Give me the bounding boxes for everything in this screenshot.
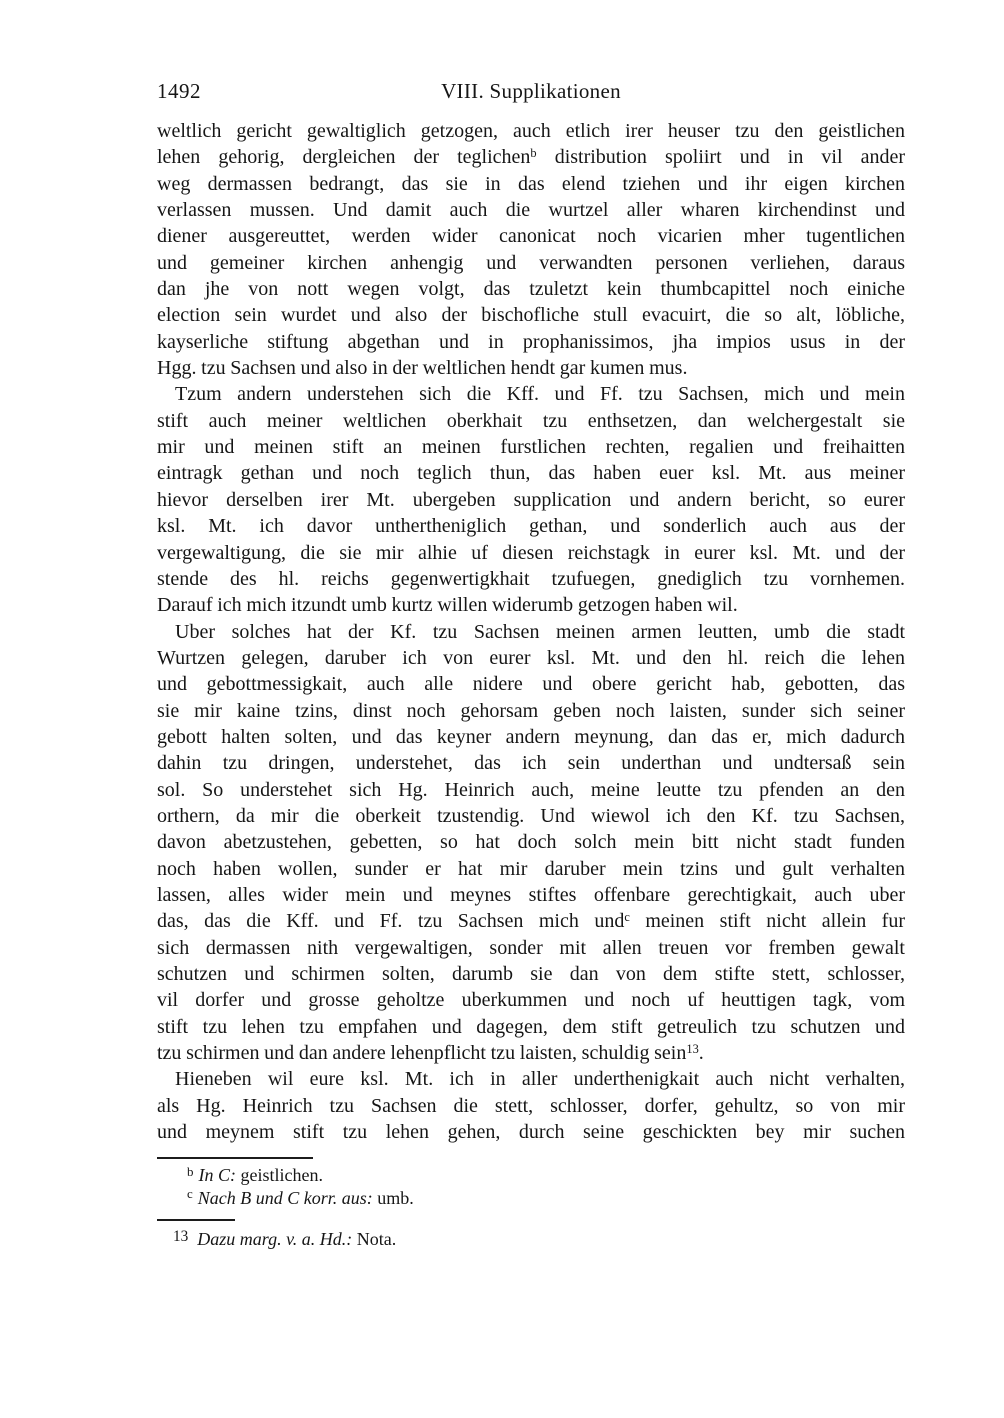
footnote-reference: 13 bbox=[686, 1042, 699, 1057]
body-line bbox=[157, 592, 905, 618]
text-segment: stift tzu lehen tzu empfahen und dagegen, dem stift getreulich tzu schutzen und bbox=[157, 1015, 905, 1038]
body-line bbox=[157, 540, 905, 566]
text-segment: orthern, da mir die oberkeit tzustendig. Und wiewol ich den Kf. tzu Sachsen, bbox=[157, 804, 905, 827]
text-segment: stift auch meiner weltlichen oberkhait tzu enthsetzen, dan welchergestalt sie bbox=[157, 409, 905, 432]
text-segment: Darauf ich mich itzundt umb kurtz willen widerumb getzogen haben wil. bbox=[157, 594, 738, 617]
text-segment: Wurtzen gelegen, daruber ich von eurer ksl. Mt. und den hl. reich die lehen bbox=[157, 646, 905, 669]
body-line bbox=[157, 724, 905, 750]
body-line bbox=[157, 882, 905, 908]
body-line bbox=[157, 750, 905, 776]
body-line bbox=[157, 645, 905, 671]
text-segment: Tzum andern understehen sich die Kff. und Ff. tzu Sachsen, mich und mein bbox=[175, 383, 905, 406]
text-segment: das, das die Kff. und Ff. tzu Sachsen mich und bbox=[157, 910, 625, 933]
text-segment-italic: In C: bbox=[198, 1165, 236, 1185]
text-segment: geistlichen. bbox=[235, 1165, 323, 1185]
body-line bbox=[157, 381, 905, 407]
body-line bbox=[157, 908, 905, 934]
footnote-mark: 13 bbox=[173, 1227, 189, 1245]
text-segment: eintragk gethan und noch teglich thun, das haben euer ksl. Mt. aus meiner bbox=[157, 462, 905, 485]
body-line bbox=[157, 276, 905, 302]
body-line bbox=[157, 513, 905, 539]
body-line bbox=[157, 698, 905, 724]
footnote-mark: c bbox=[187, 1186, 193, 1202]
body-line bbox=[157, 803, 905, 829]
body-line bbox=[157, 829, 905, 855]
text-segment: mir und meinen stift an meinen furstlichen rechten, regalien und freihaitten bbox=[157, 436, 905, 459]
body-line bbox=[157, 487, 905, 513]
body-line bbox=[157, 671, 905, 697]
text-segment: schutzen und schirmen solten, darumb sie dan von dem stifte stett, schlosser, bbox=[157, 963, 905, 985]
running-title: VIII. Supplikationen bbox=[441, 79, 621, 103]
body-line bbox=[157, 250, 905, 276]
text-segment: lassen, alles wider mein und meynes stiftes offenbare gerechtigkait, auch uber bbox=[157, 883, 905, 906]
text-segment: . bbox=[698, 1042, 704, 1065]
text-segment: vergewaltigung, die sie mir alhie uf diesen reichstagk in eurer ksl. Mt. und der bbox=[157, 541, 905, 564]
body-line bbox=[157, 856, 905, 882]
text-segment: davon abetzustehen, gebetten, so hat doch solch mein bitt nicht stadt funden bbox=[157, 831, 905, 854]
body-line bbox=[157, 1119, 905, 1145]
text-segment: meinen stift nicht allein fur bbox=[629, 910, 905, 933]
text-segment: election sein wurdet und also der bischofliche stull evacuirt, die so alt, löbliche, bbox=[157, 304, 905, 327]
text-segment: verlassen mussen. Und damit auch die wurtzel aller wharen kirchendinst und bbox=[157, 199, 905, 222]
text-segment: und gemeiner kirchen anhengig und verwandten personen verliehen, daraus bbox=[157, 251, 905, 274]
footnote-reference: c bbox=[624, 910, 630, 925]
numbered-footnote-separator bbox=[157, 1219, 235, 1221]
body-line bbox=[157, 566, 905, 592]
body-line bbox=[157, 197, 905, 223]
critical-notes bbox=[157, 1165, 905, 1210]
body-line bbox=[157, 961, 905, 987]
text-segment: hievor derselben irer Mt. ubergeben supplication und andern bericht, so eurer bbox=[157, 488, 905, 511]
footnote-mark: b bbox=[187, 1163, 194, 1179]
body-line bbox=[157, 355, 905, 381]
body-line bbox=[157, 935, 905, 961]
body-line bbox=[157, 777, 905, 803]
text-segment: ksl. Mt. ich davor unthertheniglich gethan, und sonderlich auch aus der bbox=[157, 515, 905, 538]
body-line bbox=[157, 460, 905, 486]
text-segment: tzu schirmen und dan andere lehenpflicht tzu laisten, schuldig sein bbox=[157, 1042, 687, 1065]
body-line bbox=[157, 619, 905, 645]
body-line bbox=[157, 1014, 905, 1040]
text-segment: weltlich gericht gewaltiglich getzogen, auch etlich irer heuser tzu den geistlichen bbox=[157, 120, 905, 142]
text-segment: gebott halten solten, und das keyner andern meynung, dan das er, mich dadurch bbox=[157, 725, 905, 748]
footnote bbox=[157, 1228, 905, 1252]
text-segment: sol. So understehet sich Hg. Heinrich auch, meine leutte tzu pfenden an den bbox=[157, 778, 905, 801]
text-segment: Hieneben wil eure ksl. Mt. ich in aller underthenigkait auch nicht verhalten, bbox=[175, 1068, 905, 1091]
text-segment: vil dorfer und grosse geholtze uberkummen und noch uf heuttigen tagk, vom bbox=[157, 989, 905, 1012]
page-header bbox=[157, 78, 905, 104]
body-line bbox=[157, 434, 905, 460]
text-segment: distribution spoliirt und in vil ander bbox=[536, 146, 905, 169]
text-segment: als Hg. Heinrich tzu Sachsen die stett, schlosser, dorfer, gehultz, so von mir bbox=[157, 1094, 905, 1117]
body-line bbox=[157, 171, 905, 197]
body-text bbox=[157, 118, 905, 1145]
body-line bbox=[157, 987, 905, 1013]
text-segment: stende des hl. reichs gegenwertigkhait tzufuegen, gnediglich tzu vornhemen. bbox=[157, 567, 905, 590]
body-line bbox=[157, 118, 905, 144]
footnote bbox=[157, 1188, 905, 1211]
text-segment: kayserliche stiftung abgethan und in prophanissimos, jha impios usus in der bbox=[157, 330, 905, 353]
text-segment: Uber solches hat der Kf. tzu Sachsen meinen armen leutten, umb die stadt bbox=[175, 620, 905, 643]
critical-footnote-separator bbox=[157, 1157, 313, 1159]
body-line bbox=[157, 1066, 905, 1092]
text-segment: dan jhe von nott wegen volgt, das tzuletzt kein thumbcapittel noch einiche bbox=[157, 278, 905, 301]
text-segment-italic: Dazu marg. v. a. Hd.: bbox=[197, 1229, 353, 1249]
text-segment: und gebottmessigkait, auch alle nidere und obere gericht hab, gebotten, das bbox=[157, 673, 905, 696]
footnote bbox=[157, 1165, 905, 1188]
text-segment: weg dermassen bedrangt, das sie in das elend tziehen und ihr eigen kirchen bbox=[157, 172, 905, 195]
text-segment: dahin tzu dringen, understehet, das ich sein underthan und undtersaß sein bbox=[157, 752, 905, 775]
text-segment: lehen gehorig, dergleichen der teglichen bbox=[157, 146, 531, 169]
text-segment: Hgg. tzu Sachsen und also in der weltlichen hendt gar kumen mus. bbox=[157, 357, 688, 380]
page-number: 1492 bbox=[157, 79, 201, 103]
text-segment: Nota. bbox=[352, 1229, 397, 1249]
numbered-notes bbox=[157, 1228, 905, 1252]
body-line bbox=[157, 1093, 905, 1119]
body-line bbox=[157, 329, 905, 355]
text-segment: noch haben wollen, sunder er hat mir daruber mein tzins und gult verhalten bbox=[157, 857, 905, 880]
body-line bbox=[157, 408, 905, 434]
text-segment: sie mir kaine tzins, dinst noch gehorsam geben noch laisten, sunder sich seiner bbox=[157, 699, 905, 722]
body-line bbox=[157, 223, 905, 249]
body-line bbox=[157, 1040, 905, 1066]
text-segment: und meynem stift tzu lehen gehen, durch seine geschickten bey mir suchen bbox=[157, 1121, 905, 1144]
body-line bbox=[157, 144, 905, 170]
text-segment-italic: Nach B und C korr. aus: bbox=[197, 1187, 373, 1208]
text-segment: diener ausgereuttet, werden wider canonicat noch vicarien mher tugentlichen bbox=[157, 225, 905, 248]
footnote-reference: b bbox=[530, 146, 537, 161]
text-segment: sich dermassen nith vergewaltigen, sonder mit allen treuen vor fremben gewalt bbox=[157, 936, 905, 959]
body-line bbox=[157, 302, 905, 328]
text-segment: umb. bbox=[372, 1187, 414, 1208]
